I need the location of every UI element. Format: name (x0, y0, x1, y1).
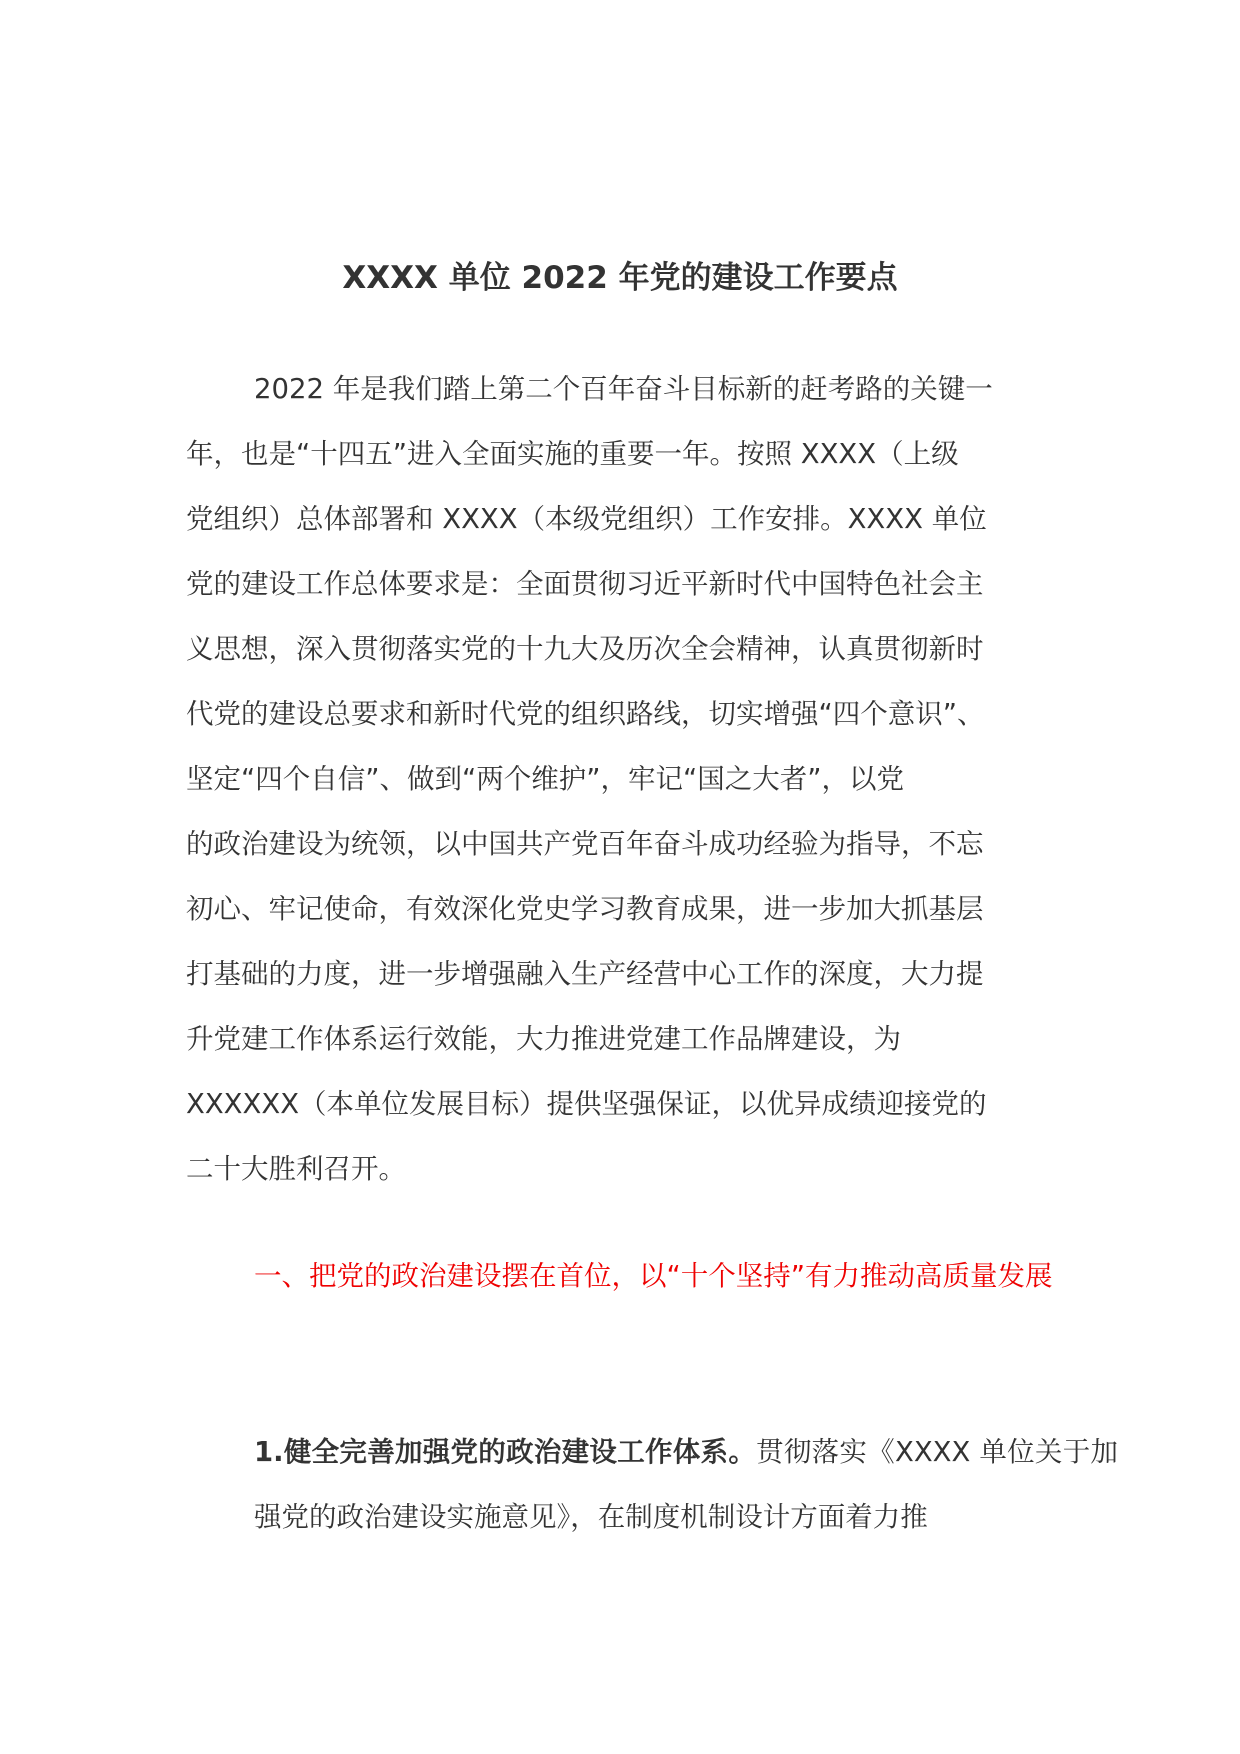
intro-line: 党的建设工作总体要求是：全面贯彻习近平新时代中国特色社会主 (186, 568, 984, 600)
intro-line: XXXXXX（本单位发展目标）提供坚强保证，以优异成绩迎接党的 (186, 1088, 987, 1120)
intro-paragraph (186, 357, 1050, 1202)
intro-line: 打基础的力度，进一步增强融入生产经营中心工作的深度，大力提 (186, 958, 984, 990)
item-body: 贯彻落实《XXXX 单位关于加强党的政治建设实施意见》，在制度机制设计方面着力推 (254, 1436, 1118, 1533)
section-heading: 一、把党的政治建设摆在首位，以“十个坚持”有力推动高质量发展 (254, 1260, 1053, 1292)
intro-line: 2022 年是我们踏上第二个百年奋斗目标新的赶考路的关键一 (254, 373, 993, 405)
intro-line: 义思想，深入贯彻落实党的十九大及历次全会精神，认真贯彻新时 (186, 633, 984, 665)
item-paragraph (186, 1420, 1118, 1550)
intro-line: 代党的建设总要求和新时代党的组织路线，切实增强“四个意识”、 (186, 698, 985, 730)
intro-line: 的政治建设为统领，以中国共产党百年奋斗成功经验为指导，不忘 (186, 828, 984, 860)
intro-line: 初心、牢记使命，有效深化党史学习教育成果，进一步加大抓基层 (186, 893, 984, 925)
document-title: XXXX 单位 2022 年党的建设工作要点 (342, 260, 898, 296)
intro-line: 坚定“四个自信”、做到“两个维护”，牢记“国之大者”，以党 (186, 763, 904, 795)
item-title: 1.健全完善加强党的政治建设工作体系。 (254, 1436, 757, 1468)
intro-line: 年，也是“十四五”进入全面实施的重要一年。按照 XXXX（上级 (186, 438, 959, 470)
intro-line: 二十大胜利召开。 (186, 1153, 406, 1185)
intro-line: 党组织）总体部署和 XXXX（本级党组织）工作安排。XXXX 单位 (186, 503, 987, 535)
intro-line: 升党建工作体系运行效能，大力推进党建工作品牌建设，为 (186, 1023, 901, 1055)
